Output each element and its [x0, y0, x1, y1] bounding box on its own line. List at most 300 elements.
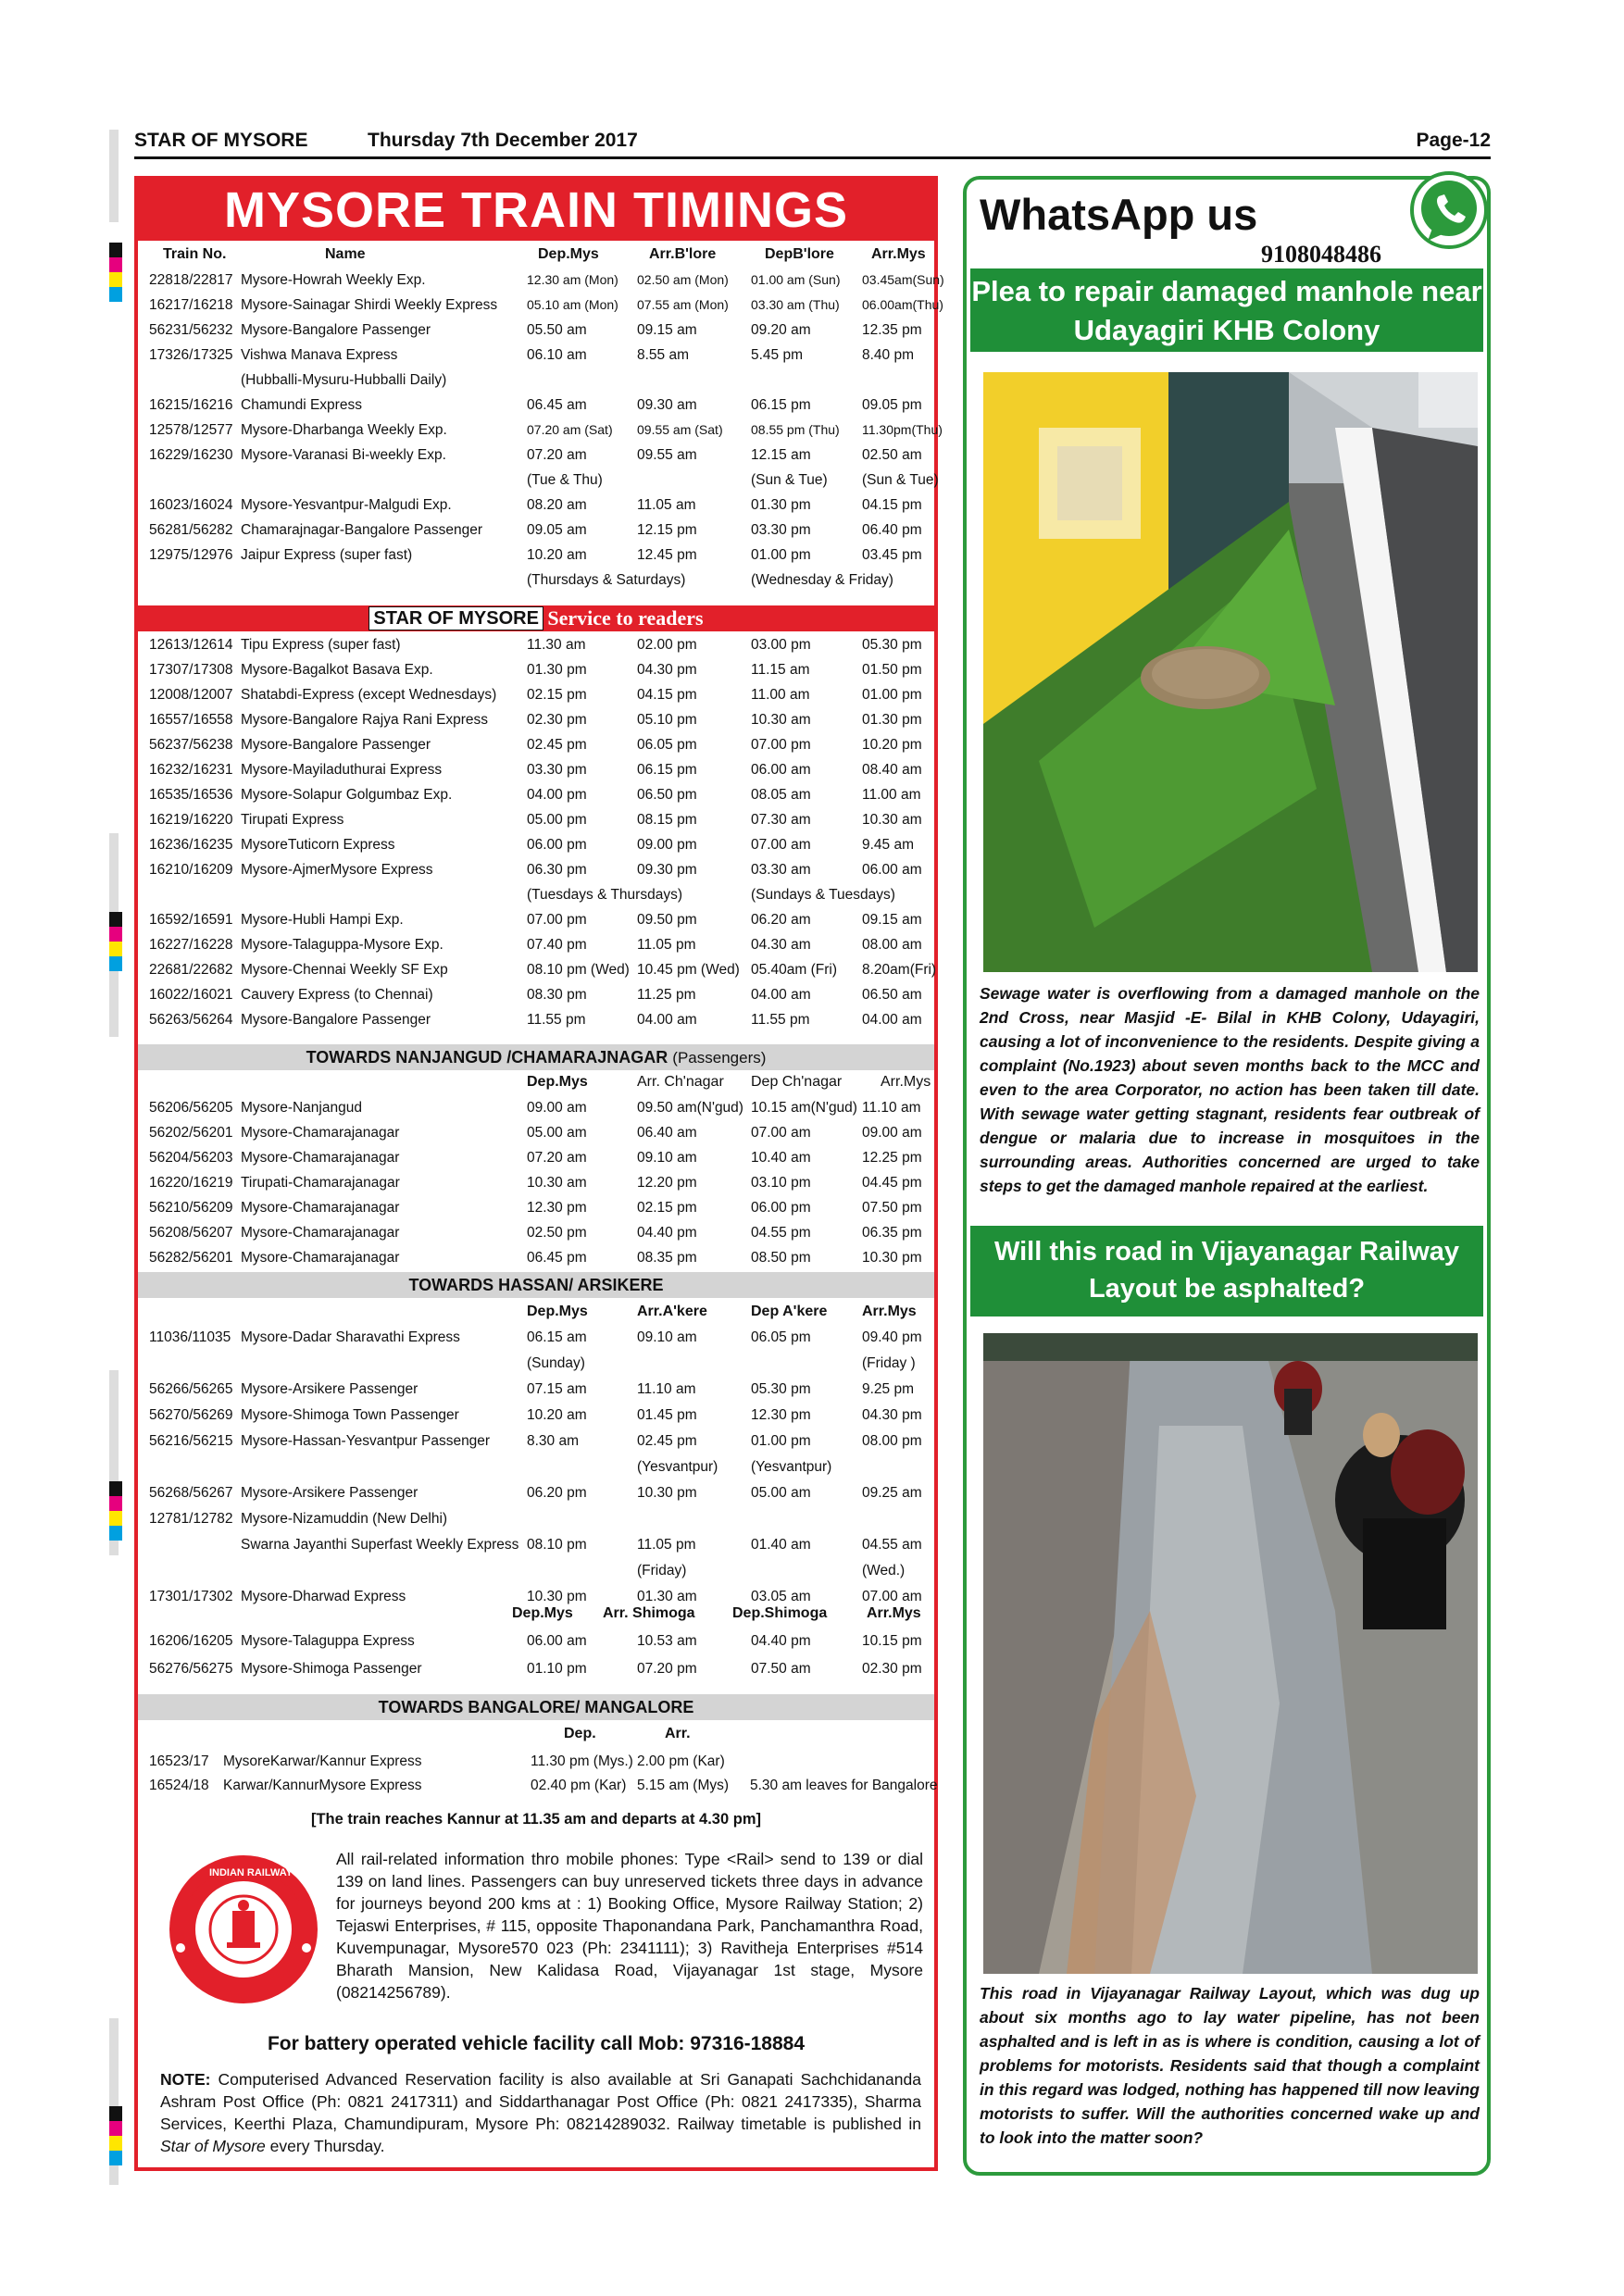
bangalore-title: TOWARDS BANGALORE/ MANGALORE: [378, 1698, 694, 1716]
timing-cell: 11.30pm(Thu): [862, 422, 943, 437]
timing-cell: 16524/18: [149, 1778, 209, 1793]
timing-cell: 08.00 pm: [862, 1433, 922, 1449]
timing-cell: 06.30 pm: [527, 862, 587, 878]
timing-cell: 07.50 pm: [862, 1200, 922, 1216]
timing-cell: 01.00 pm: [751, 1433, 811, 1449]
timing-cell: 16227/16228: [149, 937, 233, 953]
timing-cell: Tipu Express (super fast): [241, 637, 401, 653]
timing-cell: 02.50 am (Mon): [637, 272, 729, 287]
timing-cell: 09.55 am: [637, 447, 697, 463]
timing-cell: 02.15 pm: [527, 687, 587, 703]
timing-cell: Mysore-Chamarajanagar: [241, 1150, 400, 1166]
timing-cell: 06.40 pm: [862, 522, 922, 538]
train-row: [149, 497, 931, 522]
timing-cell: 9.25 pm: [862, 1381, 915, 1397]
timing-cell: 56204/56203: [149, 1150, 233, 1166]
train-row: [149, 397, 931, 422]
timing-cell: 01.45 pm: [637, 1407, 697, 1423]
timing-cell: 11.30 pm (Mys.): [531, 1753, 633, 1769]
timing-cell: 12.20 pm: [637, 1175, 697, 1191]
timing-cell: Mysore-Nizamuddin (New Delhi): [241, 1511, 448, 1527]
timing-cell: Mysore-Chamarajanagar: [241, 1225, 400, 1241]
nanjangud-col-1: Dep.Mys: [527, 1074, 588, 1090]
train-row: [149, 1329, 931, 1354]
timing-cell: 04.00 am: [637, 1012, 697, 1028]
train-row: [149, 1563, 931, 1588]
timing-cell: 01.00 pm: [751, 547, 811, 563]
timing-cell: (Hubballi-Mysuru-Hubballi Daily): [241, 372, 447, 388]
registration-mark: [109, 912, 122, 971]
timing-cell: Mysore-Bangalore Passenger: [241, 737, 431, 753]
timing-cell: Mysore-Howrah Weekly Exp.: [241, 272, 426, 288]
timing-cell: 10.20 am: [527, 547, 587, 563]
timing-cell: 07.00 am: [751, 1125, 811, 1141]
timing-cell: Mysore-Sainagar Shirdi Weekly Express: [241, 297, 498, 313]
train-row: [149, 1200, 931, 1225]
timing-cell: (Sun & Tue): [751, 472, 828, 488]
paper-name: STAR OF MYSORE: [134, 130, 308, 151]
whatsapp-box: [963, 176, 1491, 2176]
timing-cell: 08.55 pm (Thu): [751, 422, 840, 437]
print-margin-strip: [109, 130, 119, 222]
timing-cell: 06.00 am: [751, 762, 811, 778]
timing-cell: 10.30 pm: [862, 1250, 922, 1266]
timing-cell: 08.15 pm: [637, 812, 697, 828]
timing-cell: 06.40 am: [637, 1125, 697, 1141]
timing-cell: Mysore-Arsikere Passenger: [241, 1381, 418, 1397]
timing-cell: 11.05 pm: [637, 937, 696, 953]
train-row: [149, 422, 943, 447]
timing-cell: 16217/16218: [149, 297, 233, 313]
timing-cell: 09.50 am(N'gud): [637, 1100, 743, 1116]
timing-cell: 07.00 am: [751, 837, 811, 853]
timing-cell: 11.10 am: [637, 1381, 696, 1397]
shimoga-col-4: Arr.Mys: [867, 1605, 921, 1621]
timing-cell: 12781/12782: [149, 1511, 233, 1527]
nanjangud-band: [138, 1044, 934, 1070]
som-band-name: STAR OF MYSORE: [369, 606, 543, 630]
story2-headline: Will this road in Vijayanagar Railway Layout be asphalted?: [970, 1226, 1483, 1316]
timing-cell: 56231/56232: [149, 322, 233, 338]
train-row: [149, 1175, 931, 1200]
timing-cell: 17307/17308: [149, 662, 233, 678]
timing-cell: 04.15 pm: [862, 497, 922, 513]
timing-cell: 56237/56238: [149, 737, 233, 753]
timing-cell: 01.00 pm: [862, 687, 922, 703]
train-row: [149, 862, 931, 887]
timing-cell: 16535/16536: [149, 787, 233, 803]
timing-cell: 06.00 am: [862, 862, 922, 878]
timing-cell: (Sundays & Tuesdays): [751, 887, 895, 903]
timing-cell: 56270/56269: [149, 1407, 233, 1423]
timing-cell: 03.45 pm: [862, 547, 922, 563]
timing-cell: 07.30 am: [751, 812, 811, 828]
timing-cell: 06.50 pm: [637, 787, 697, 803]
timing-cell: 09.00 am: [527, 1100, 587, 1116]
timing-cell: Mysore-Bangalore Rajya Rani Express: [241, 712, 489, 728]
timing-cell: 10.30 am: [527, 1175, 587, 1191]
train-row: [149, 787, 931, 812]
timing-cell: 02.45 pm: [527, 737, 587, 753]
timing-cell: 02.30 pm: [527, 712, 587, 728]
timing-cell: Karwar/KannurMysore Express: [223, 1778, 422, 1793]
timing-cell: (Wed.): [862, 1563, 906, 1578]
timing-cell: 10.30 am: [751, 712, 811, 728]
train-row: [149, 1407, 931, 1432]
timing-cell: 04.55 am: [862, 1537, 922, 1553]
timing-cell: 08.50 pm: [751, 1250, 811, 1266]
som-band-tagline: Service to readers: [547, 606, 704, 630]
timing-cell: 09.00 am: [862, 1125, 922, 1141]
timing-cell: 07.20 pm: [637, 1661, 697, 1677]
registration-mark: [109, 243, 122, 302]
timing-cell: 12008/12007: [149, 687, 233, 703]
timing-cell: 01.00 am (Sun): [751, 272, 841, 287]
timing-cell: 04.00 am: [751, 987, 811, 1003]
timing-cell: 08.00 am: [862, 937, 922, 953]
timing-cell: 05.10 am (Mon): [527, 297, 618, 312]
timing-cell: 02.15 pm: [637, 1200, 697, 1216]
timing-cell: 09.25 am: [862, 1485, 922, 1501]
timing-cell: Mysore-Dharwad Express: [241, 1589, 406, 1604]
timing-cell: Cauvery Express (to Chennai): [241, 987, 433, 1003]
timing-cell: 07.20 am (Sat): [527, 422, 613, 437]
train-row: [149, 472, 939, 497]
timing-cell: Mysore-Dharbanga Weekly Exp.: [241, 422, 447, 438]
hassan-title: TOWARDS HASSAN/ ARSIKERE: [408, 1276, 664, 1294]
train-row: [149, 1150, 931, 1175]
timing-cell: 8.40 pm: [862, 347, 915, 363]
timing-cell: 12578/12577: [149, 422, 233, 438]
train-row: [149, 1433, 931, 1458]
train-row: [149, 1125, 931, 1150]
timing-cell: 06.45 am: [527, 397, 587, 413]
timing-cell: 11036/11035: [149, 1329, 231, 1345]
train-row: [149, 887, 931, 912]
train-timings-title: MYSORE TRAIN TIMINGS: [138, 180, 934, 241]
timing-cell: 12.25 pm: [862, 1150, 922, 1166]
timing-cell: 11.25 pm: [637, 987, 696, 1003]
timing-cell: 16219/16220: [149, 812, 233, 828]
timing-cell: Mysore-Hubli Hampi Exp.: [241, 912, 404, 928]
timing-cell: 01.30 pm: [862, 712, 922, 728]
col-arr-blore: Arr.B'lore: [649, 246, 717, 262]
train-row: [149, 1661, 931, 1686]
hassan-band: [138, 1272, 934, 1298]
timing-cell: 11.15 am: [751, 662, 810, 678]
bangalore-band: [138, 1694, 934, 1720]
timing-cell: (Thursdays & Saturdays): [527, 572, 686, 588]
registration-mark: [109, 1481, 122, 1541]
train-row: [149, 912, 931, 937]
timing-cell: Mysore-Chamarajanagar: [241, 1250, 400, 1266]
timing-cell: 8.30 am: [527, 1433, 580, 1449]
timing-cell: 01.50 pm: [862, 662, 922, 678]
timings-column-headers: [149, 246, 931, 268]
timing-cell: 10.30 pm: [527, 1589, 587, 1604]
nanjangud-col-2: Arr. Ch'nagar: [637, 1074, 724, 1090]
timing-cell: 07.50 am: [751, 1661, 811, 1677]
timing-cell: 02.50 am: [862, 447, 922, 463]
timing-cell: 08.10 pm: [527, 1537, 587, 1553]
timing-cell: 06.00am(Thu): [862, 297, 943, 312]
timing-cell: 06.10 am: [527, 347, 587, 363]
bangalore-column-headers: [149, 1726, 931, 1748]
timing-cell: MysoreKarwar/Kannur Express: [223, 1753, 422, 1769]
nanjangud-col-3: Dep Ch'nagar: [751, 1074, 843, 1090]
logo-text: INDIAN RAILWAY: [208, 1867, 294, 1878]
note-paper: Star of Mysore: [160, 2137, 266, 2155]
timing-cell: 5.15 am (Mys): [637, 1778, 730, 1793]
shimoga-col-3: Dep.Shimoga: [732, 1605, 828, 1621]
hassan-col-4: Arr.Mys: [862, 1304, 917, 1319]
train-row: [149, 937, 931, 962]
timing-cell: 04.40 pm: [637, 1225, 697, 1241]
timing-cell: Mysore-Bangalore Passenger: [241, 1012, 431, 1028]
train-row: [149, 1511, 931, 1536]
som-service-band: [138, 605, 934, 631]
timing-cell: 16215/16216: [149, 397, 233, 413]
timing-cell: Mysore-Shimoga Town Passenger: [241, 1407, 459, 1423]
timing-cell: Mysore-Arsikere Passenger: [241, 1485, 418, 1501]
timing-cell: 09.05 pm: [862, 397, 922, 413]
timing-cell: 09.20 am: [751, 322, 811, 338]
train-row: [149, 637, 931, 662]
timing-cell: 04.30 pm: [862, 1407, 922, 1423]
timing-cell: Mysore-Dadar Sharavathi Express: [241, 1329, 460, 1345]
timing-cell: 12613/12614: [149, 637, 233, 653]
timing-cell: 07.00 pm: [527, 912, 587, 928]
timing-cell: Mysore-Chamarajanagar: [241, 1200, 400, 1216]
timing-cell: 10.40 am: [751, 1150, 811, 1166]
timing-cell: 07.20 am: [527, 447, 587, 463]
timing-cell: 07.15 am: [527, 1381, 587, 1397]
timing-cell: 10.30 am: [862, 812, 922, 828]
col-train-no: Train No.: [163, 246, 227, 262]
timing-cell: 16210/16209: [149, 862, 233, 878]
col-dep-blore: DepB'lore: [765, 246, 834, 262]
reservation-note: [160, 2068, 921, 2157]
timing-cell: (Yesvantpur): [751, 1459, 832, 1475]
timing-cell: Shatabdi-Express (except Wednesdays): [241, 687, 497, 703]
timing-cell: 05.30 pm: [751, 1381, 811, 1397]
train-row: [149, 1459, 931, 1484]
timing-cell: 16557/16558: [149, 712, 233, 728]
timing-cell: 06.00 am: [527, 1633, 587, 1649]
train-row: [149, 1250, 931, 1275]
timing-cell: 56266/56265: [149, 1381, 233, 1397]
timing-cell: 04.00 am: [862, 1012, 922, 1028]
timing-cell: 03.30 pm: [751, 522, 811, 538]
timing-cell: 10.30 pm: [637, 1485, 697, 1501]
train-row: [149, 1633, 931, 1658]
timing-cell: 05.10 pm: [637, 712, 697, 728]
timing-cell: 02.45 pm: [637, 1433, 697, 1449]
timing-cell: 01.30 pm: [751, 497, 811, 513]
timing-cell: 16232/16231: [149, 762, 233, 778]
timing-cell: 9.45 am: [862, 837, 915, 853]
issue-date: Thursday 7th December 2017: [368, 130, 638, 151]
hassan-column-headers: [149, 1304, 931, 1326]
timing-cell: Mysore-Chamarajanagar: [241, 1125, 400, 1141]
shimoga-col-1: Dep.Mys: [512, 1605, 573, 1621]
timing-cell: (Wednesday & Friday): [751, 572, 893, 588]
train-row: [149, 962, 937, 987]
timing-cell: 11.00 am: [862, 787, 921, 803]
timing-cell: 04.45 pm: [862, 1175, 922, 1191]
timing-cell: 11.05 pm: [637, 1537, 696, 1553]
train-row: [149, 1225, 931, 1250]
train-row: [149, 1012, 931, 1037]
timing-cell: 11.05 am: [637, 497, 696, 513]
timing-cell: 10.15 pm: [862, 1633, 922, 1649]
timing-cell: 02.30 pm: [862, 1661, 922, 1677]
train-row: [149, 522, 931, 547]
page-number: Page-12: [1416, 130, 1491, 151]
timing-cell: Mysore-Nanjangud: [241, 1100, 362, 1116]
timing-cell: 02.00 pm: [637, 637, 697, 653]
timing-cell: 2.00 pm (Kar): [637, 1753, 725, 1769]
timing-cell: 08.35 pm: [637, 1250, 697, 1266]
timing-cell: 06.05 pm: [637, 737, 697, 753]
timing-cell: Mysore-Chennai Weekly SF Exp: [241, 962, 448, 978]
train-row: [149, 1355, 931, 1380]
timing-cell: 56202/56201: [149, 1125, 233, 1141]
train-row: [149, 837, 931, 862]
train-timings-box: [134, 176, 944, 2171]
timing-cell: 01.30 am: [637, 1589, 697, 1604]
train-row: [149, 1381, 931, 1406]
train-row: [149, 762, 931, 787]
timing-cell: 16523/17: [149, 1753, 209, 1769]
timing-cell: Mysore-Mayiladuthurai Express: [241, 762, 443, 778]
timing-cell: 06.00 pm: [751, 1200, 811, 1216]
timing-cell: 03.30 pm: [527, 762, 587, 778]
shimoga-column-headers: [149, 1605, 931, 1628]
timing-cell: (Tuesdays & Thursdays): [527, 887, 682, 903]
timing-cell: Mysore-Shimoga Passenger: [241, 1661, 422, 1677]
timing-cell: 09.05 am: [527, 522, 587, 538]
hassan-col-3: Dep A'kere: [751, 1304, 828, 1319]
timing-cell: 5.30 am leaves for Bangalore: [750, 1778, 938, 1793]
timing-cell: 12.35 pm: [862, 322, 922, 338]
timing-cell: (Friday): [637, 1563, 687, 1578]
timing-cell: 08.20 am: [527, 497, 587, 513]
train-row: [149, 687, 931, 712]
train-row: [149, 1485, 931, 1510]
timing-cell: 06.20 pm: [527, 1485, 587, 1501]
timing-cell: 09.30 am: [637, 397, 697, 413]
col-dep-mys: Dep.Mys: [538, 246, 599, 262]
timing-cell: 06.35 pm: [862, 1225, 922, 1241]
timing-cell: 05.30 pm: [862, 637, 922, 653]
timing-cell: 06.15 pm: [637, 762, 697, 778]
timing-cell: 11.00 am: [751, 687, 810, 703]
story1-caption: Sewage water is overflowing from a damaged manhole on the 2nd Cross, near Masjid -E- Bilal in KHB Colony, Udayagiri, causing a lot of inconvenience to the residents. Despite giving a complaint (No.1923) about seven months back to the MCC and even to the area Corporator, no action has been taken till date. With sewage water getting stagnant, residents fear outbreak of dengue or malaria due to increase in mosquitoes in the surrounding areas. Authorities concerned are urged to take steps to get the damaged manhole repaired at the earliest.: [980, 984, 1480, 1195]
timing-cell: 01.40 am: [751, 1537, 811, 1553]
timing-cell: 56263/56264: [149, 1012, 233, 1028]
timing-cell: 07.00 am: [862, 1589, 922, 1604]
timing-cell: 03.30 am: [751, 862, 811, 878]
train-row: [149, 297, 943, 322]
timing-cell: 06.50 am: [862, 987, 922, 1003]
timing-cell: 05.00 am: [751, 1485, 811, 1501]
timing-cell: 56208/56207: [149, 1225, 233, 1241]
timing-cell: Mysore-Hassan-Yesvantpur Passenger: [241, 1433, 491, 1449]
timing-cell: MysoreTuticorn Express: [241, 837, 395, 853]
timing-cell: 56281/56282: [149, 522, 233, 538]
timing-cell: 06.15 am: [527, 1329, 587, 1345]
kannur-note: [The train reaches Kannur at 11.35 am and departs at 4.30 pm]: [310, 1811, 761, 1828]
train-row: [149, 987, 931, 1012]
timing-cell: Mysore-Varanasi Bi-weekly Exp.: [241, 447, 446, 463]
timing-cell: Chamarajnagar-Bangalore Passenger: [241, 522, 483, 538]
train-row: [149, 447, 931, 472]
timing-cell: 06.00 pm: [527, 837, 587, 853]
manhole-photo: [983, 372, 1478, 972]
timing-cell: 06.45 pm: [527, 1250, 587, 1266]
train-row: [149, 1537, 931, 1562]
timing-cell: 22681/22682: [149, 962, 233, 978]
timing-cell: 11.55 pm: [751, 1012, 810, 1028]
timing-cell: 02.50 pm: [527, 1225, 587, 1241]
timing-cell: Mysore-Talaguppa Express: [241, 1633, 415, 1649]
timing-cell: 04.15 pm: [637, 687, 697, 703]
timing-cell: (Tue & Thu): [527, 472, 603, 488]
timing-cell: Mysore-Bangalore Passenger: [241, 322, 431, 338]
timing-cell: 11.55 pm: [527, 1012, 586, 1028]
whatsapp-icon: [1407, 168, 1491, 252]
timing-cell: 09.30 pm: [637, 862, 697, 878]
nanjangud-title: TOWARDS NANJANGUD /CHAMARAJNAGAR: [306, 1048, 668, 1067]
timing-cell: 07.20 am: [527, 1150, 587, 1166]
timing-cell: 03.10 pm: [751, 1175, 811, 1191]
timing-cell: Chamundi Express: [241, 397, 362, 413]
col-name: Name: [325, 246, 366, 262]
timing-cell: 09.40 pm: [862, 1329, 922, 1345]
timing-cell: 04.55 pm: [751, 1225, 811, 1241]
train-row: [149, 372, 931, 397]
timing-cell: 10.53 am: [637, 1633, 697, 1649]
timing-cell: 10.15 am(N'gud): [751, 1100, 857, 1116]
timing-cell: 05.40am (Fri): [751, 962, 838, 978]
timing-cell: 10.45 pm (Wed): [637, 962, 740, 978]
timing-cell: Vishwa Manava Express: [241, 347, 398, 363]
timing-cell: 07.55 am (Mon): [637, 297, 729, 312]
timing-cell: 04.30 pm: [637, 662, 697, 678]
timing-cell: 56282/56201: [149, 1250, 233, 1266]
timing-cell: (Friday ): [862, 1355, 916, 1371]
timing-cell: 12.30 am (Mon): [527, 272, 618, 287]
timing-cell: 01.30 pm: [527, 662, 587, 678]
train-row: [149, 737, 931, 762]
timing-cell: 06.20 am: [751, 912, 811, 928]
timing-cell: 07.40 pm: [527, 937, 587, 953]
hassan-col-2: Arr.A'kere: [637, 1304, 707, 1319]
note-text: Computerised Advanced Reservation facility is also available at Sri Ganapati Sachchidananda Ashram Post Office (Ph: 0821 2417311) and Siddarthanagar Post Office (Ph: 0821 2417335), Sharma Services, Keerthi Plaza, Chamundipuram, Mysore Ph: 08214289032. Railway timetable is published in: [160, 2070, 921, 2133]
rail-info-text: All rail-related information thro mobile phones: Type <Rail> send to 139 or dial 139 on land lines. Passengers can buy unreserved tickets three days in advance for journeys beyond 200 kms at : 1) Booking Office, Mysore Railway Station; 2) Tejaswi Enterprises, # 115, opposite Thaponandana Park, Panchamanthra Road, Kuvempunagar, Mysore570 023 (Ph: 2341111); 3) Ravitheja Enterprises #514 Bharath Mansion, New Kalidasa Road, Vijayanagar 1st stage, Mysore (08214256789).: [336, 1850, 923, 2002]
timing-cell: Mysore-AjmerMysore Express: [241, 862, 433, 878]
story1-headline: Plea to repair damaged manhole near Udayagiri KHB Colony: [970, 268, 1483, 352]
hassan-col-1: Dep.Mys: [527, 1304, 588, 1319]
timing-cell: 56210/56209: [149, 1200, 233, 1216]
timing-cell: 16592/16591: [149, 912, 233, 928]
timing-cell: 11.30 am: [527, 637, 586, 653]
whatsapp-title: WhatsApp us: [980, 190, 1258, 239]
timing-cell: 04.00 pm: [527, 787, 587, 803]
timing-cell: 22818/22817: [149, 272, 233, 288]
train-row: [149, 1778, 938, 1803]
